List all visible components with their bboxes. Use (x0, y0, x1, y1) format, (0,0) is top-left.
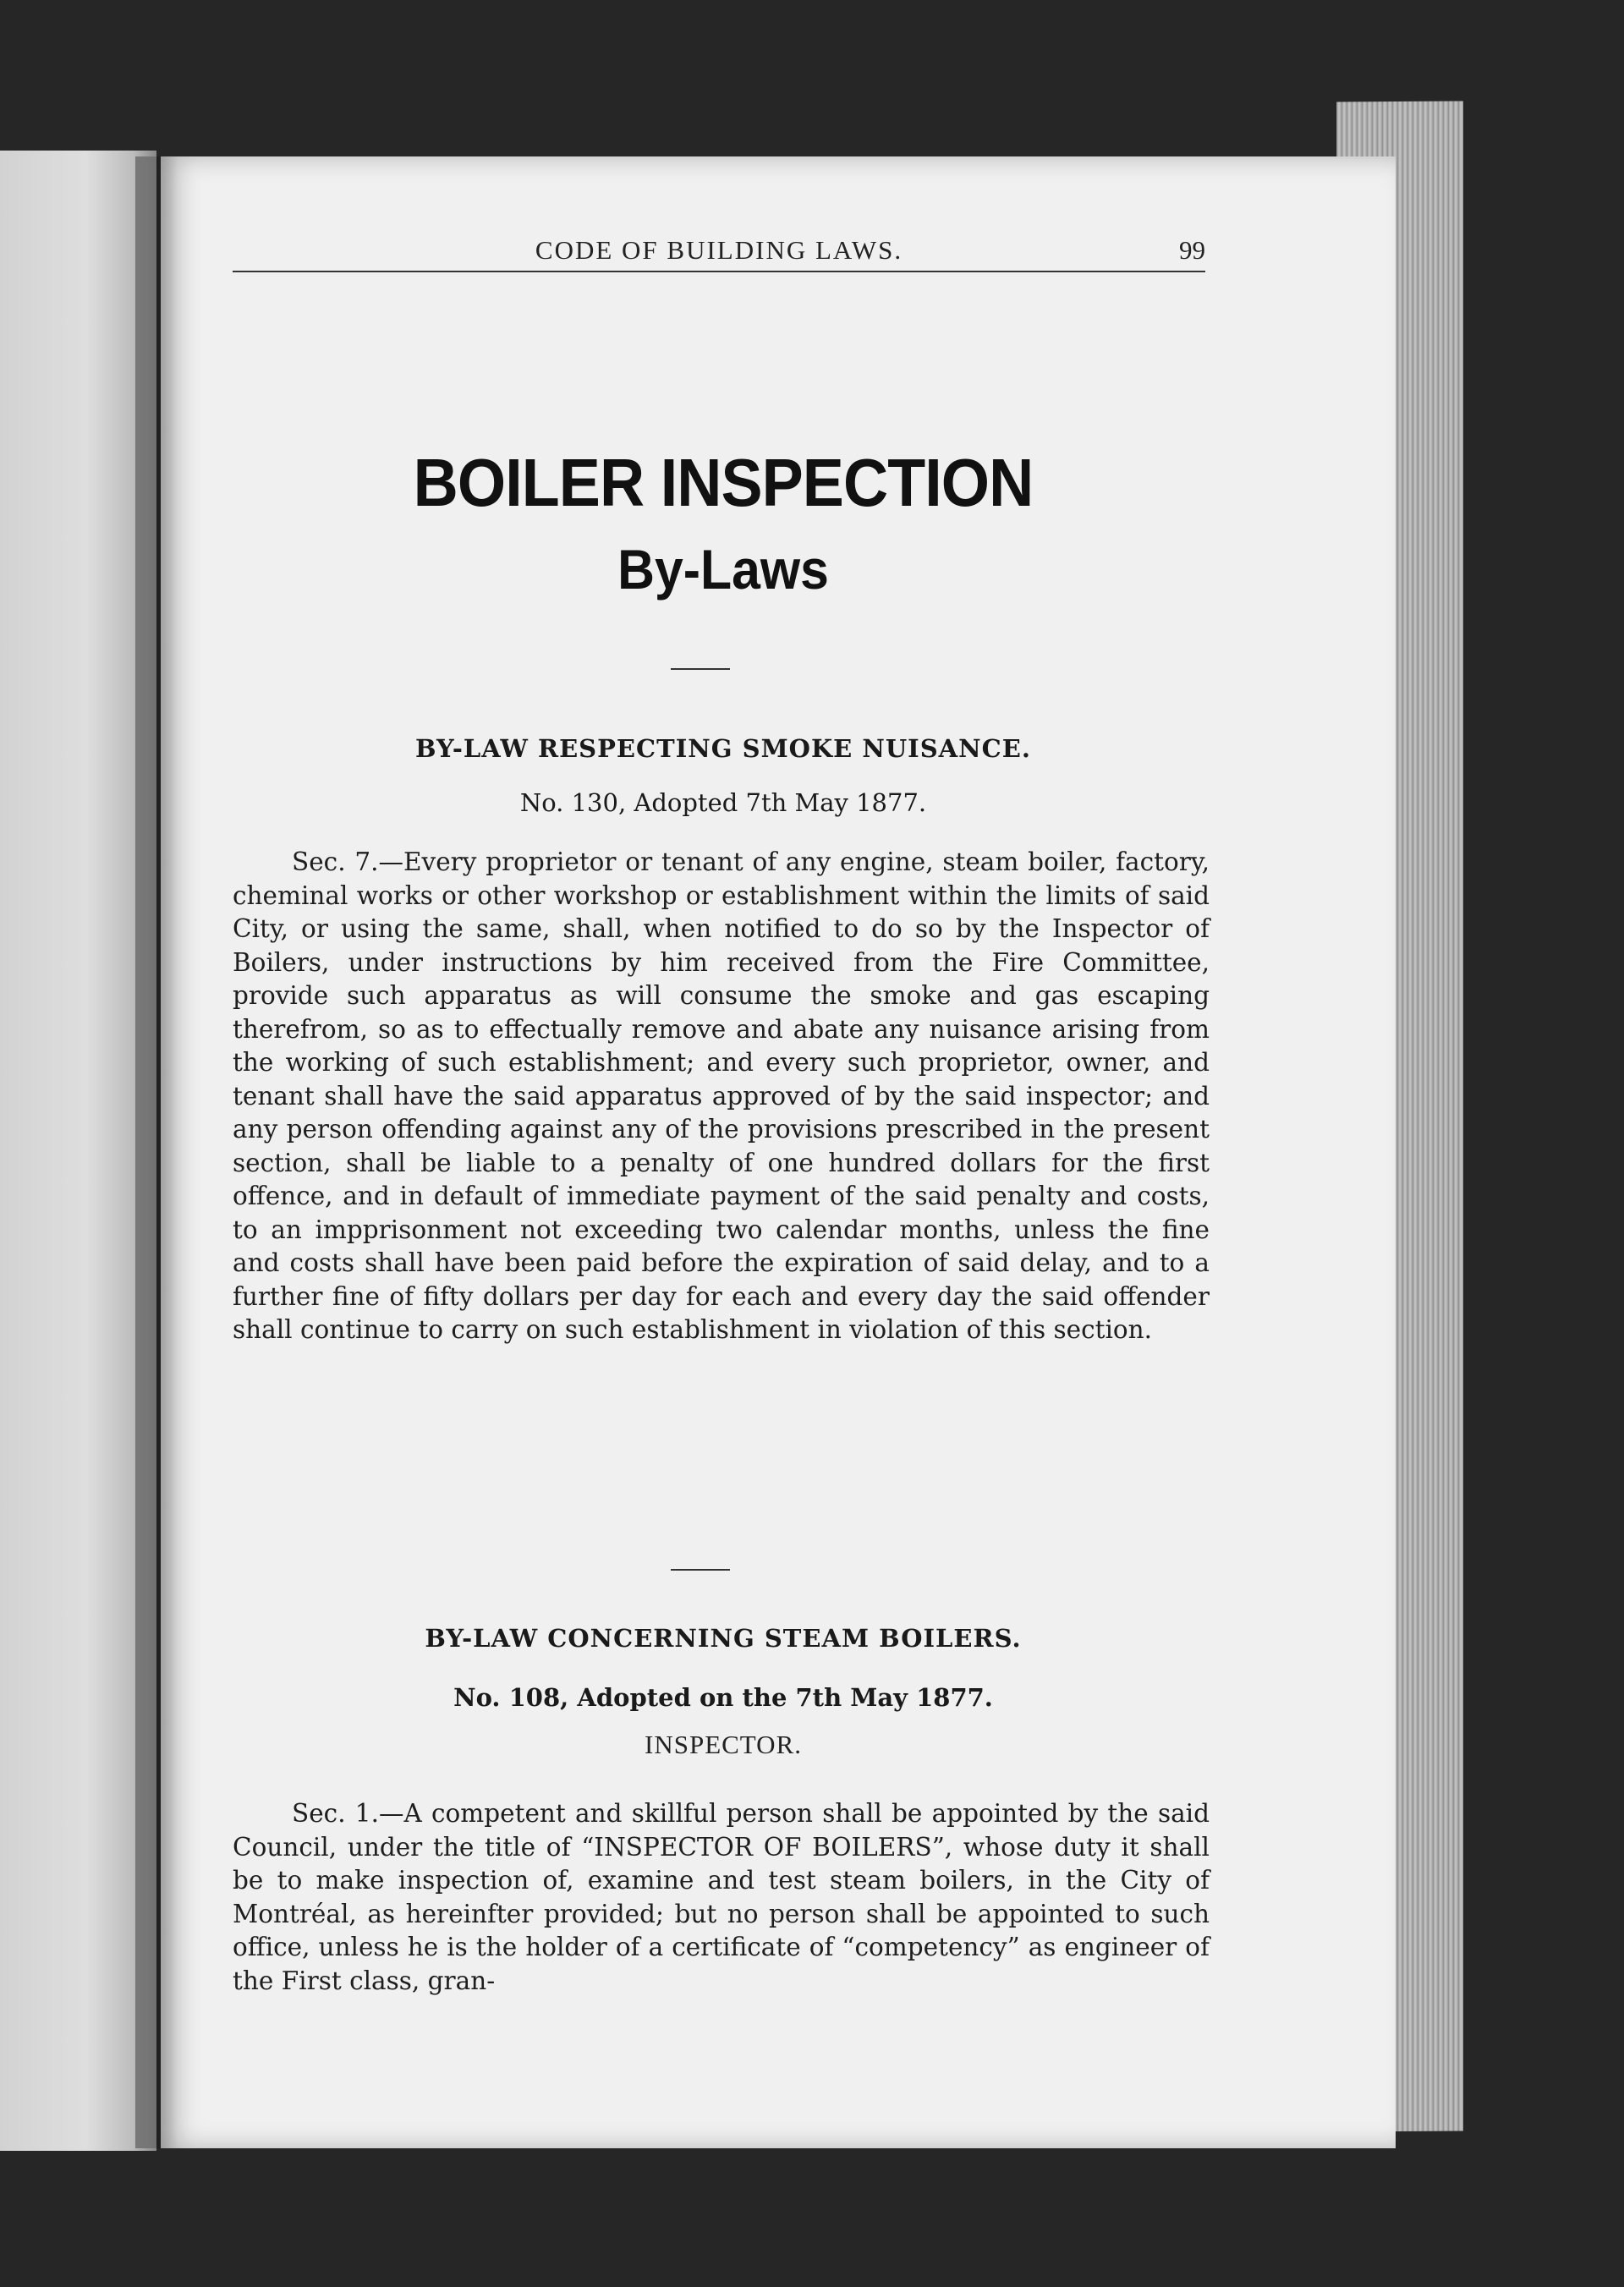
section-body: Sec. 7.—Every proprietor or tenant of any engine, steam boiler, factory, cheminal works or other workshop or establishment within the limits of said City, or using the same, shall, when notified to do so by the Inspector of Boilers, under instructions by him received from the Fire Committee, provide such apparatus as will consume the smoke and gas escaping therefrom, so as to effectually remove and abate any nuisance arising from the working of such establishment; and every such proprietor, owner, and tenant shall have the said apparatus approved of by the said inspector; and any person offending against any of the provisions prescribed in the present section, shall be liable to a penalty of one hundred dollars for the first offence, and in default of immediate payment of the said penalty and costs, to an impprisonment not exceeding two calendar months, unless the fine and costs shall have been paid before the expiration of said delay, and to a further fine of fifty dollars per day for each and every day the said offender shall continue to carry on such establishment in violation of this section. (233, 847, 1210, 1344)
section-body: Sec. 1.—A competent and skillful person shall be appointed by the said Council, under the title of “INSPECTOR OF BOILERS”, whose duty it shall be to make inspection of, examine and test steam boilers, in the City of Montréal, as hereinfter provided; but no person shall be appointed to such office, unless he is the holder of a certificate of “competency” as engineer of the First class, gran- (233, 1799, 1210, 1995)
divider-rule (671, 1569, 730, 1571)
divider-rule (671, 668, 730, 670)
running-head: CODE OF BUILDING LAWS. (535, 235, 903, 265)
page-title: BOILER INSPECTION (413, 445, 1034, 520)
section-heading: BY-LAW RESPECTING SMOKE NUISANCE. (415, 734, 1031, 763)
facing-page (0, 151, 156, 2151)
section-heading: BY-LAW CONCERNING STEAM BOILERS. (425, 1624, 1022, 1653)
page-number: 99 (1179, 235, 1205, 265)
page-subtitle: By-Laws (617, 538, 829, 601)
section-subheading: No. 130, Adopted 7th May 1877. (519, 788, 927, 817)
division-heading: INSPECTOR. (645, 1730, 802, 1759)
section-subheading: No. 108, Adopted on the 7th May 1877. (453, 1683, 993, 1712)
page-header (233, 228, 1205, 272)
spine-shadow (135, 156, 178, 2148)
